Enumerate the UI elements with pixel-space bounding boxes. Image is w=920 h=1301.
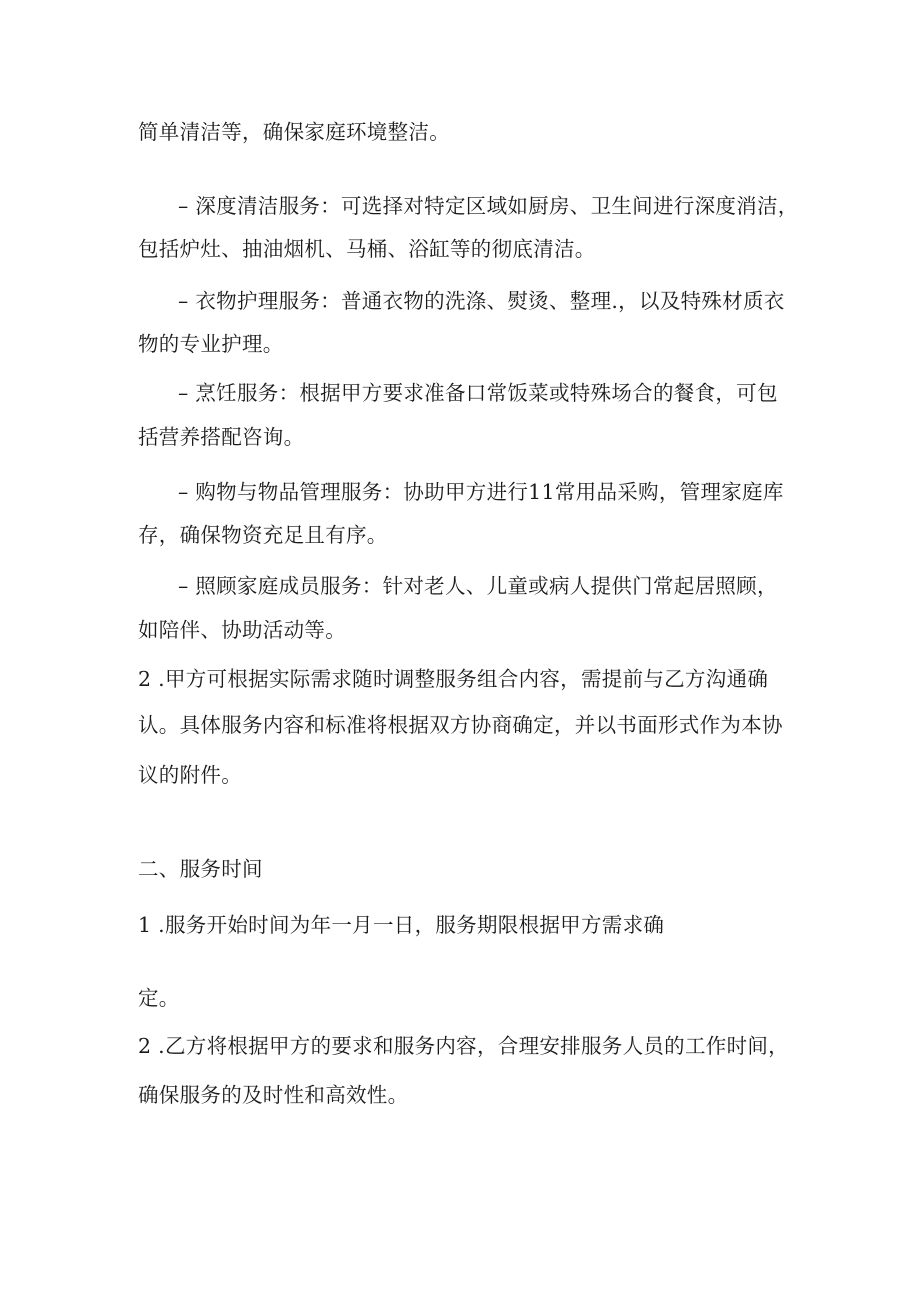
clause2-line2: 认。具体服务内容和标准将根据双方协商确定，并以书面形式作为本协 [138,713,783,737]
service-deep-cleaning-line2: 包括炉灶、抽油烟机、马桶、浴缸等的彻底清洁。 [138,237,596,261]
service-cooking-line1: – 烹饪服务：根据甲方要求准备口常饭菜或特殊场合的餐食，可包 [178,381,778,405]
service-deep-cleaning-line1: – 深度清洁服务：可选择对特定区域如厨房、卫生间进行深度消洁， [178,194,799,218]
time-clause2-line2: 确保服务的及时性和高效性。 [138,1083,409,1107]
service-family-care-line2: 如陪伴、协助活动等。 [138,618,346,642]
service-shopping-line1: – 购物与物品管理服务：协助甲方进行11常用品采购，管理家庭库 [178,480,784,504]
service-clothing-care-line1: – 衣物护理服务：普通衣物的洗涤、熨烫、整理.，以及特殊材质衣 [178,289,785,313]
clause2-line3: 议的附件。 [138,763,242,787]
time-clause1-line2: 定。 [138,986,180,1010]
service-shopping-line2: 存，确保物资充足且有序。 [138,523,388,547]
section-title-service-time: 二、服务时间 [138,857,263,881]
service-family-care-line1: – 照顾家庭成员服务：针对老人、儿童或病人提供门常起居照顾， [178,574,778,598]
time-clause1-line1: 1 .服务开始时间为年一月一日，服务期限根据甲方需求确 [138,913,665,937]
service-clothing-care-line2: 物的专业护理。 [138,332,284,356]
service-cooking-line2: 括营养搭配咨询。 [138,425,305,449]
clause2-line1: 2 .甲方可根据实际需求随时调整服务组合内容，需提前与乙方沟通确 [138,667,769,691]
time-clause2-line1: 2 .乙方将根据甲方的要求和服务内容，合理安排服务人员的工作时间， [138,1034,789,1058]
intro-tail: 简单清洁等，确保家庭环境整洁。 [138,120,450,144]
